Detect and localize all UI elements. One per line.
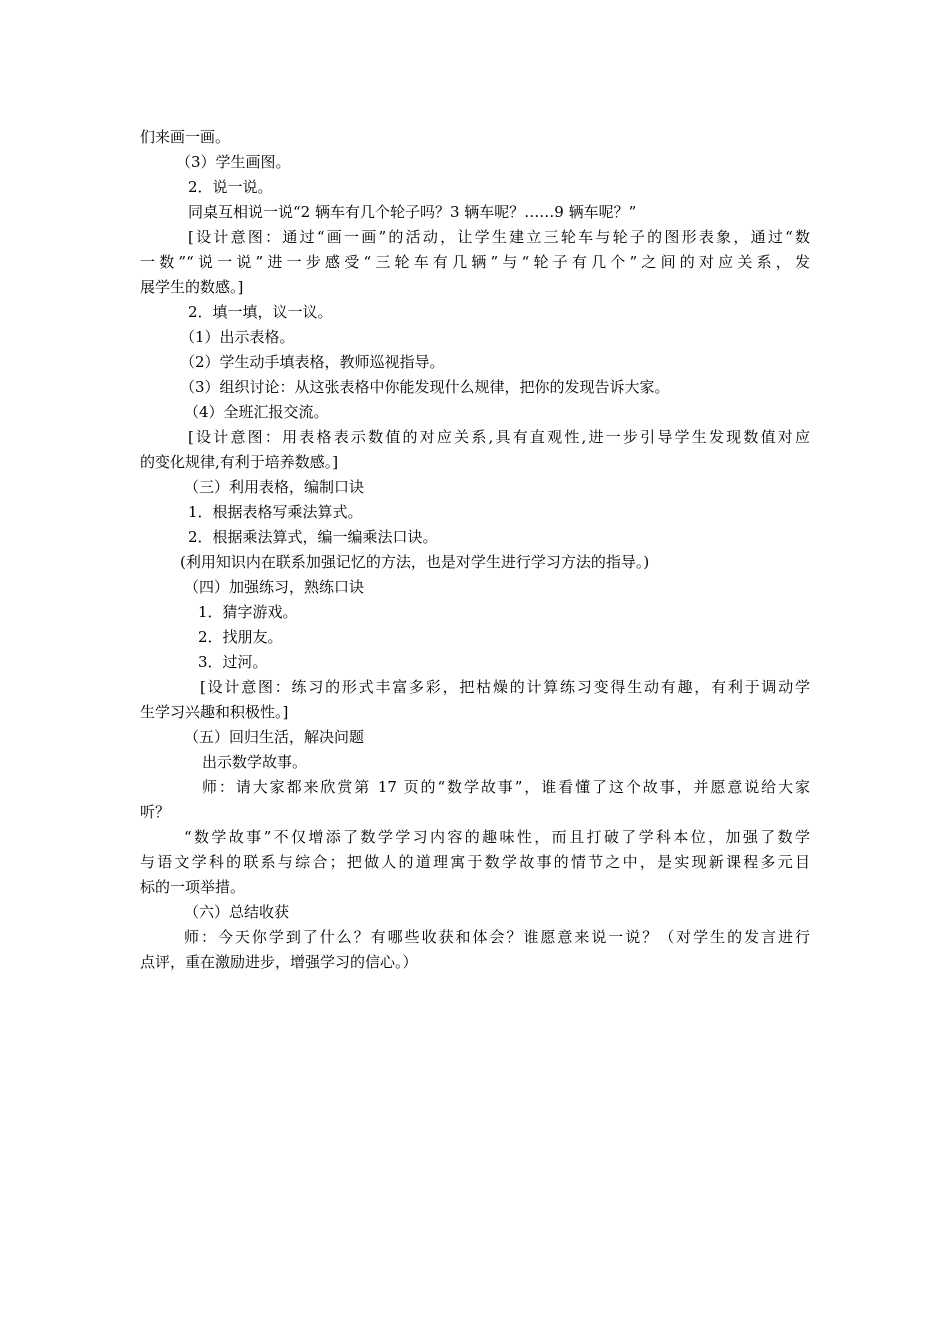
text-line: 师：请大家都来欣赏第 17 页的“数学故事”，谁看懂了这个故事，并愿意说给大家 xyxy=(202,778,810,796)
text-line: 的变化规律,有利于培养数感。] xyxy=(140,453,339,471)
text-line: 2．找朋友。 xyxy=(198,628,283,646)
text-line: 听？ xyxy=(140,803,171,821)
text-line: （4）全班汇报交流。 xyxy=(184,403,329,421)
text-line: [设计意图：练习的形式丰富多彩，把枯燥的计算练习变得生动有趣，有利于调动学 xyxy=(200,678,810,696)
text-line: 标的一项举措。 xyxy=(140,878,246,896)
text-line: 2．说一说。 xyxy=(188,178,273,196)
text-line: （五）回归生活，解决问题 xyxy=(184,728,365,746)
text-line: (利用知识内在联系加强记忆的方法，也是对学生进行学习方法的指导。) xyxy=(180,553,650,571)
text-line: [设计意图：通过“画一画”的活动，让学生建立三轮车与轮子的图形表象，通过“数 xyxy=(188,228,810,246)
text-line: 与语文学科的联系与综合；把做人的道理寓于数学故事的情节之中，是实现新课程多元目 xyxy=(140,853,810,871)
text-line: （1）出示表格。 xyxy=(180,328,295,346)
text-line: 3．过河。 xyxy=(198,653,268,671)
text-line: 点评，重在激励进步，增强学习的信心。） xyxy=(140,953,418,971)
text-line: 们来画一画。 xyxy=(140,128,231,146)
text-line: [设计意图：用表格表示数值的对应关系,具有直观性,进一步引导学生发现数值对应 xyxy=(188,428,810,446)
text-line: 1．根据表格写乘法算式。 xyxy=(188,503,363,521)
text-line: 同桌互相说一说“2 辆车有几个轮子吗？3 辆车呢？……9 辆车呢？” xyxy=(188,203,637,221)
text-line: 出示数学故事。 xyxy=(202,753,308,771)
text-line: 展学生的数感。] xyxy=(140,278,244,296)
text-line: （3）学生画图。 xyxy=(176,153,291,171)
text-line: 1．猜字游戏。 xyxy=(198,603,298,621)
text-line: （四）加强练习，熟练口诀 xyxy=(184,578,365,596)
text-line: 2．填一填，议一议。 xyxy=(188,303,333,321)
text-line: 一数”“说一说”进一步感受“三轮车有几辆”与“轮子有几个”之间的对应关系，发 xyxy=(140,253,810,271)
text-line: （2）学生动手填表格，教师巡视指导。 xyxy=(180,353,445,371)
document-body xyxy=(140,125,810,975)
text-line: （六）总结收获 xyxy=(184,903,290,921)
text-line: 2．根据乘法算式，编一编乘法口诀。 xyxy=(188,528,438,546)
text-line: 师：今天你学到了什么？有哪些收获和体会？谁愿意来说一说？（对学生的发言进行 xyxy=(184,928,810,946)
text-line: “数学故事”不仅增添了数学学习内容的趣味性，而且打破了学科本位，加强了数学 xyxy=(184,828,810,846)
text-line: （3）组织讨论：从这张表格中你能发现什么规律，把你的发现告诉大家。 xyxy=(180,378,670,396)
text-line: 生学习兴趣和积极性。] xyxy=(140,703,289,721)
text-line: （三）利用表格，编制口诀 xyxy=(184,478,365,496)
